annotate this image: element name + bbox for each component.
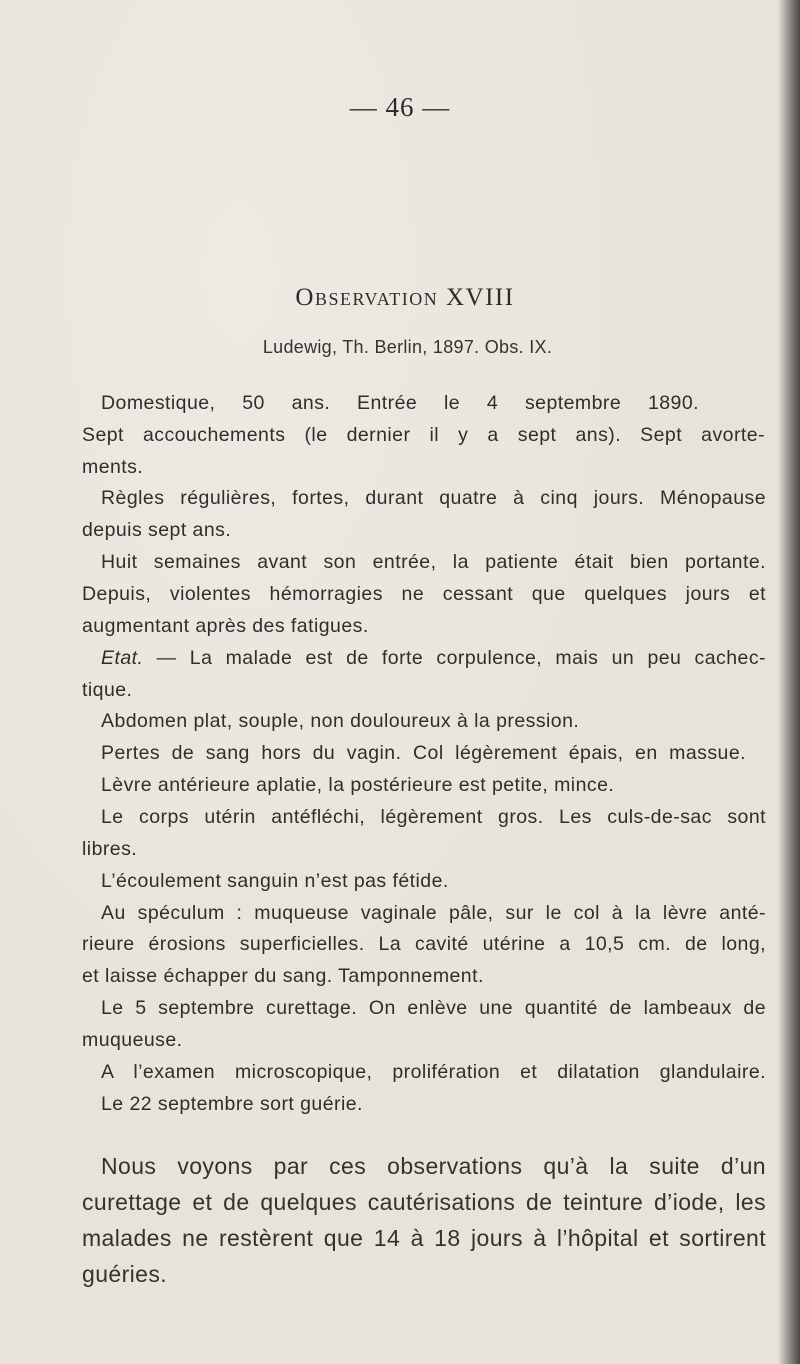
observation-reference: Ludewig, Th. Berlin, 1897. Obs. IX. <box>262 337 553 357</box>
text-line: depuis sept ans. <box>82 519 232 541</box>
text-line: Pertes de sang hors du vagin. Col légèrement épais, en massue. <box>101 742 746 764</box>
text-line: Lèvre antérieure aplatie, la postérieure est petite, mince. <box>101 774 615 796</box>
text-line: Domestique, 50 ans. Entrée le 4 septembre 1890. <box>101 392 699 414</box>
conclusion-line: malades ne restèrent que 14 à 18 jours à l’hôpital et sortirent <box>82 1225 766 1251</box>
page-edge-shadow <box>778 0 800 1364</box>
text-line: ments. <box>82 456 144 478</box>
text-line: L’écoulement sanguin n’est pas fétide. <box>101 870 449 892</box>
text-line: Au spéculum : muqueuse vaginale pâle, sur le col à la lèvre anté- <box>101 902 766 924</box>
conclusion-line: curettage et de quelques cautérisations de teinture d’iode, les <box>82 1189 766 1215</box>
conclusion-line: Nous voyons par ces observations qu’à la suite d’un <box>101 1153 766 1179</box>
text-line: Le 22 septembre sort guérie. <box>101 1093 363 1115</box>
text-line: Huit semaines avant son entrée, la patiente était bien portante. <box>101 551 766 573</box>
text-line: Depuis, violentes hémorragies ne cessant que quelques jours et <box>82 583 766 605</box>
text-line: A l’examen microscopique, prolifération et dilatation glandulaire. <box>101 1061 766 1083</box>
text-line: libres. <box>82 838 138 860</box>
text-line: Abdomen plat, souple, non douloureux à la pression. <box>101 710 580 732</box>
text-line: et laisse échapper du sang. Tamponnement. <box>82 965 484 987</box>
observation-title: Observation XVIII <box>295 284 515 311</box>
text-line: Le corps utérin antéfléchi, légèrement gros. Les culs-de-sac sont <box>101 806 766 828</box>
page-number: — 46 — <box>349 92 451 122</box>
text-line: Le 5 septembre curettage. On enlève une quantité de lambeaux de <box>101 997 766 1019</box>
text-line: Sept accouchements (le dernier il y a sept ans). Sept avorte- <box>82 424 765 446</box>
text-line: Règles régulières, fortes, durant quatre à cinq jours. Ménopause <box>101 487 766 509</box>
text-line: Etat. — La malade est de forte corpulence, mais un peu cachec- <box>101 647 766 669</box>
text-line: rieure érosions superficielles. La cavité utérine a 10,5 cm. de long, <box>82 933 766 955</box>
etat-label: Etat. <box>101 647 144 669</box>
conclusion-line: guéries. <box>82 1261 168 1287</box>
text-line: muqueuse. <box>82 1029 183 1051</box>
text-line: tique. <box>82 679 133 701</box>
text-line: augmentant après des fatigues. <box>82 615 369 637</box>
